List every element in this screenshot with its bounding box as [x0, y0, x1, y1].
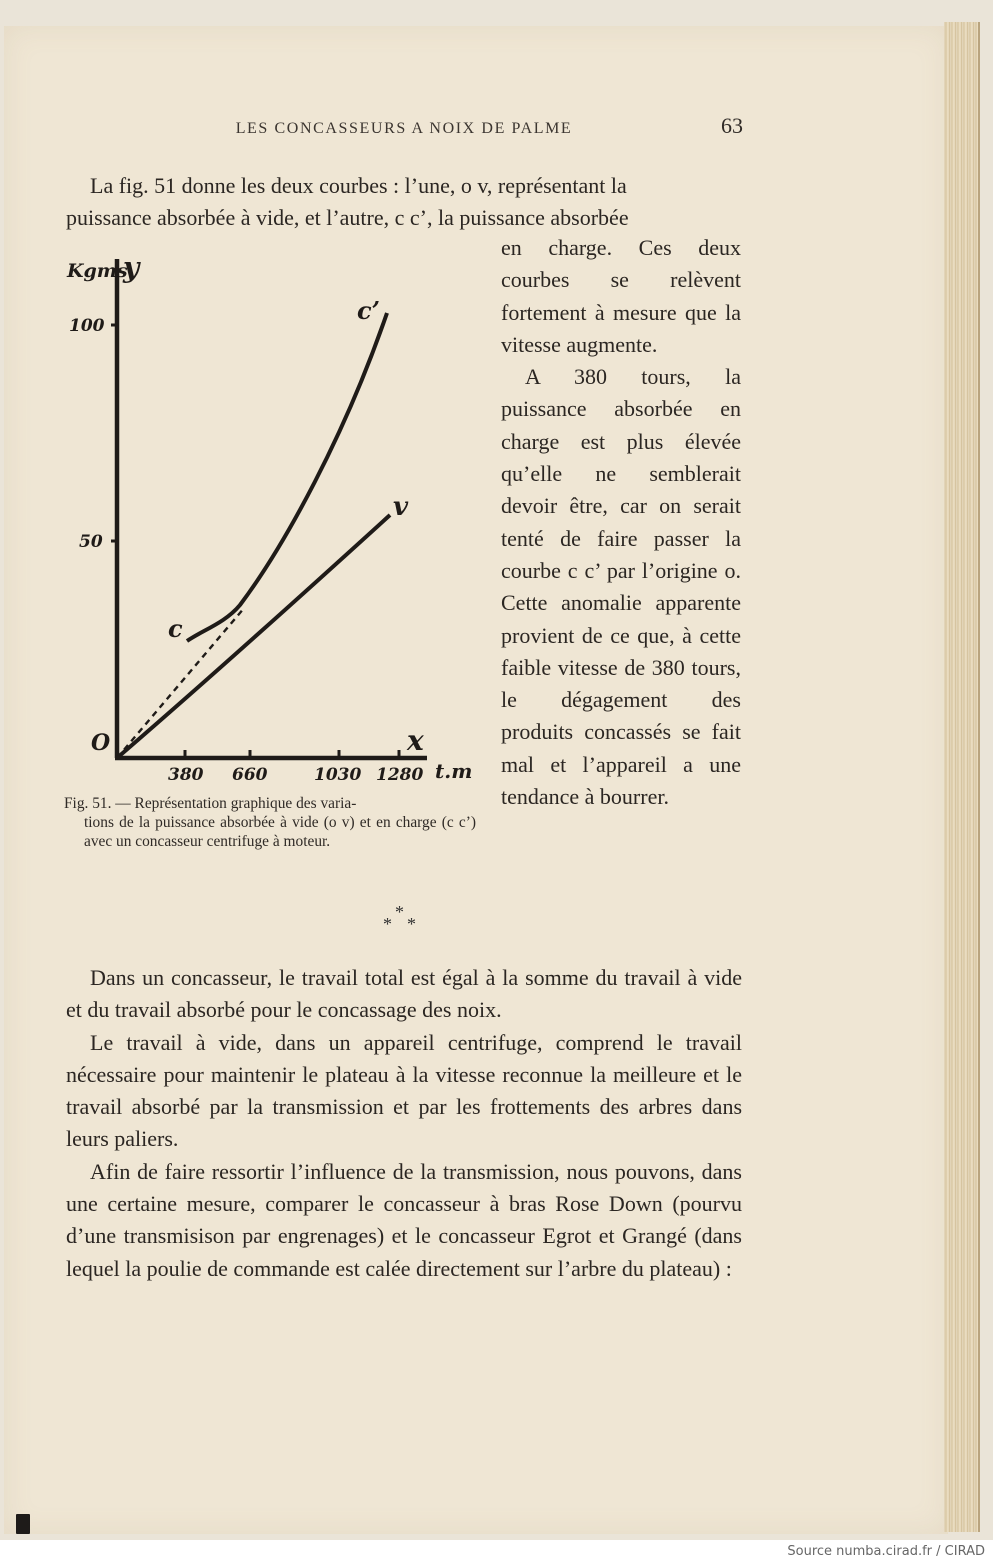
binding-mark	[16, 1514, 30, 1534]
side-text-para-b: A 380 tours, la puissance absorbée en charge est plus élevée qu’elle ne semblerait devoir être, car on serait tenté de faire passer la courbe c c’ par l’origine o. Cette anomalie apparente provient de ce que, à cette faible vitesse de 380 tours, le dégagement des produits concassés se fait mal et l’appareil a une tendance à bourrer.	[501, 364, 741, 810]
source-credit: Source numba.cirad.fr / CIRAD	[787, 1544, 985, 1559]
caption-line1: Fig. 51. — Représentation graphique des varia-	[64, 795, 357, 812]
body-paragraph-3: Afin de faire ressortir l’influence de la transmission, nous pouvons, dans une certaine mesure, comparer le concasseur à bras Rose Down (pourvu d’une transmisison par engrenages) et le concasseur Egrot et Grangé (dans lequel la poulie de commande est calée directement sur l’arbre du plateau) :	[66, 1158, 742, 1281]
asterism-star-top: *	[395, 902, 404, 922]
side-text-column	[501, 232, 741, 813]
intro-lead: La fig. 51 donne les deux courbes : l’une, o v, représentant la	[90, 173, 627, 198]
curve-vide-end-label: v	[393, 492, 409, 522]
page-edges	[944, 22, 980, 1532]
body-text	[66, 962, 742, 1285]
page-number: 63	[721, 113, 743, 138]
caption-rest: tions de la puissance absorbée à vide (o v) et en charge (c c’) avec un concasseur centrifuge à moteur.	[84, 814, 476, 850]
side-text-para-a: en charge. Ces deux courbes se relèvent fortement à mesure que la vitesse augmente.	[501, 235, 741, 357]
asterism-star-right: *	[407, 914, 416, 934]
curve-charge-end-label: c’	[357, 296, 380, 325]
asterism-star-left: *	[383, 914, 392, 934]
body-paragraph-2: Le travail à vide, dans un appareil centrifuge, comprend le travail nécessaire pour maintenir le plateau à la vitesse reconnue la meilleure et le travail absorbé par la transmission et par les frottements des arbres dans leurs paliers.	[66, 1029, 742, 1152]
origin-label: O	[91, 730, 111, 756]
body-paragraph-1: Dans un concasseur, le travail total est égal à la somme du travail à vide et du travail absorbé pour le concassage des noix.	[66, 965, 742, 1023]
x-axis-letter: x	[407, 724, 424, 757]
x-tick-label-660: 660	[232, 765, 268, 785]
figure-caption	[64, 794, 476, 851]
x-tick-label-380: 380	[168, 765, 204, 785]
section-asterism	[378, 902, 428, 942]
y-unit-label: Kgms	[67, 260, 128, 282]
y-axis-letter: y	[123, 251, 140, 284]
x-unit-label: t.m	[435, 759, 473, 783]
x-tick-label-1030: 1030	[314, 765, 362, 785]
curve-vide-ov	[117, 515, 390, 758]
x-tick-label-1280: 1280	[376, 765, 424, 785]
y-tick-label-100: 100	[69, 316, 105, 336]
intro-line2: puissance absorbée à vide, et l’autre, c c’, la puissance absorbée	[66, 205, 629, 231]
curve-charge-start-label: c	[168, 614, 183, 643]
curve-charge-cc	[187, 313, 387, 641]
running-title: LES CONCASSEURS A NOIX DE PALME	[235, 120, 573, 137]
intro-paragraph	[66, 170, 742, 235]
y-tick-label-50: 50	[79, 532, 103, 552]
figure-51-graph	[55, 245, 485, 785]
